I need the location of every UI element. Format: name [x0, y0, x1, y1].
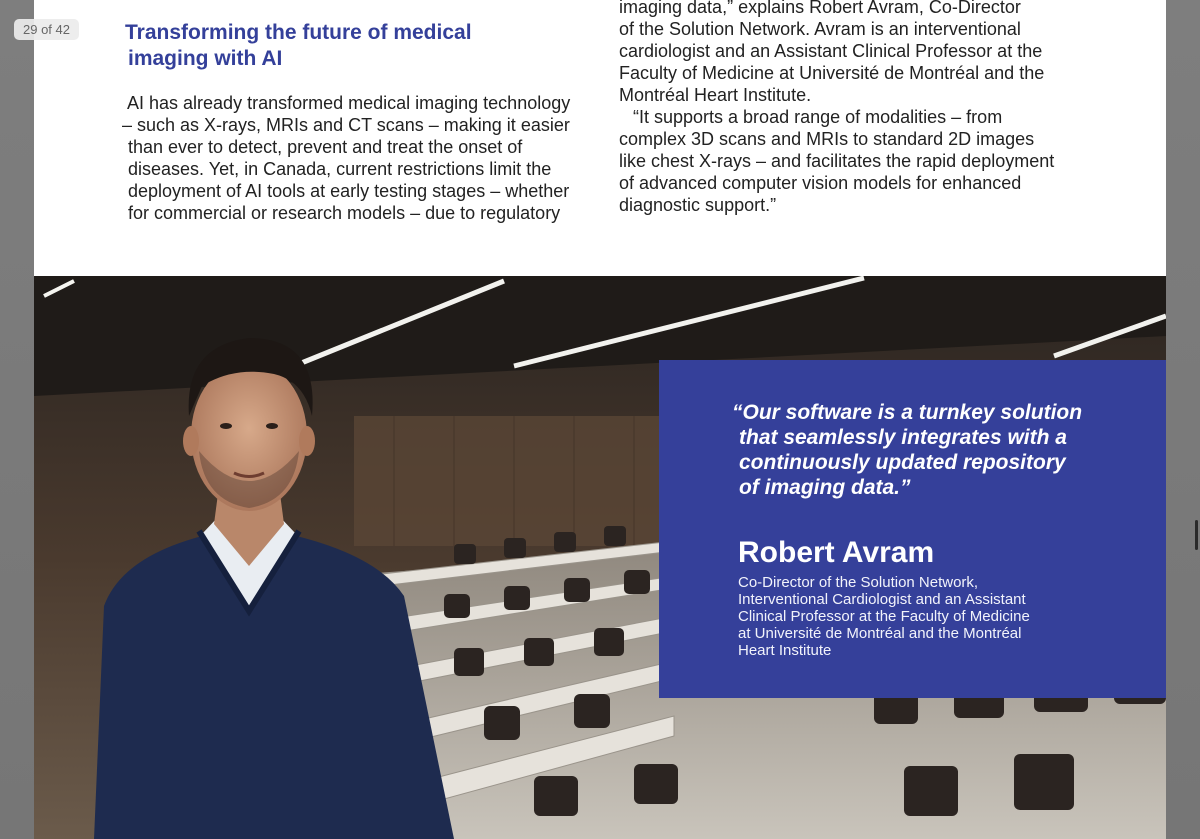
title-line: Clinical Professor at the Faculty of Medicine	[738, 608, 1030, 625]
quote-line: continuously updated repository	[739, 451, 1066, 474]
right-text-column	[619, 0, 1099, 216]
body-line: diagnostic support.”	[619, 195, 777, 215]
quote-line: “Our software is a turnkey solution	[732, 401, 1083, 424]
body-line: imaging data,” explains Robert Avram, Co-Director	[619, 0, 1021, 17]
title-line: Co-Director of the Solution Network,	[738, 574, 979, 591]
body-line: – such as X-rays, MRIs and CT scans – making it easier	[122, 115, 570, 135]
body-line: AI has already transformed medical imaging technology	[127, 93, 571, 113]
article-heading	[125, 20, 545, 72]
quote-line: of imaging data.”	[739, 476, 911, 499]
pullquote-box	[659, 360, 1166, 698]
heading-line: imaging with AI	[128, 47, 283, 70]
pullquote-text	[732, 400, 1152, 500]
body-line: than ever to detect, prevent and treat the onset of	[128, 137, 523, 157]
body-line: Montréal Heart Institute.	[619, 85, 812, 105]
body-line: of advanced computer vision models for enhanced	[619, 173, 1022, 193]
left-text-column	[122, 92, 592, 224]
quote-line: that seamlessly integrates with a	[739, 426, 1067, 449]
body-line: “It supports a broad range of modalities – from	[633, 107, 1003, 127]
scrollbar-thumb[interactable]	[1195, 520, 1198, 550]
body-line: for commercial or research models – due to regulatory	[128, 203, 561, 223]
heading-line: Transforming the future of medical	[125, 21, 472, 44]
title-line: Interventional Cardiologist and an Assistant	[738, 591, 1026, 608]
person-name: Robert Avram	[738, 536, 935, 569]
body-line: Faculty of Medicine at Université de Montréal and the	[619, 63, 1045, 83]
title-line: at Université de Montréal and the Montréal	[738, 625, 1022, 642]
body-line: of the Solution Network. Avram is an interventional	[619, 19, 1021, 39]
person-title	[738, 574, 1068, 659]
page-indicator: 29 of 42	[14, 19, 79, 40]
document-page	[34, 0, 1166, 839]
body-line: like chest X-rays – and facilitates the rapid deployment	[619, 151, 1055, 171]
body-line: complex 3D scans and MRIs to standard 2D images	[619, 129, 1035, 149]
body-line: diseases. Yet, in Canada, current restrictions limit the	[128, 159, 552, 179]
body-line: deployment of AI tools at early testing stages – whether	[128, 181, 570, 201]
body-line: cardiologist and an Assistant Clinical Professor at the	[619, 41, 1043, 61]
title-line: Heart Institute	[738, 642, 832, 659]
